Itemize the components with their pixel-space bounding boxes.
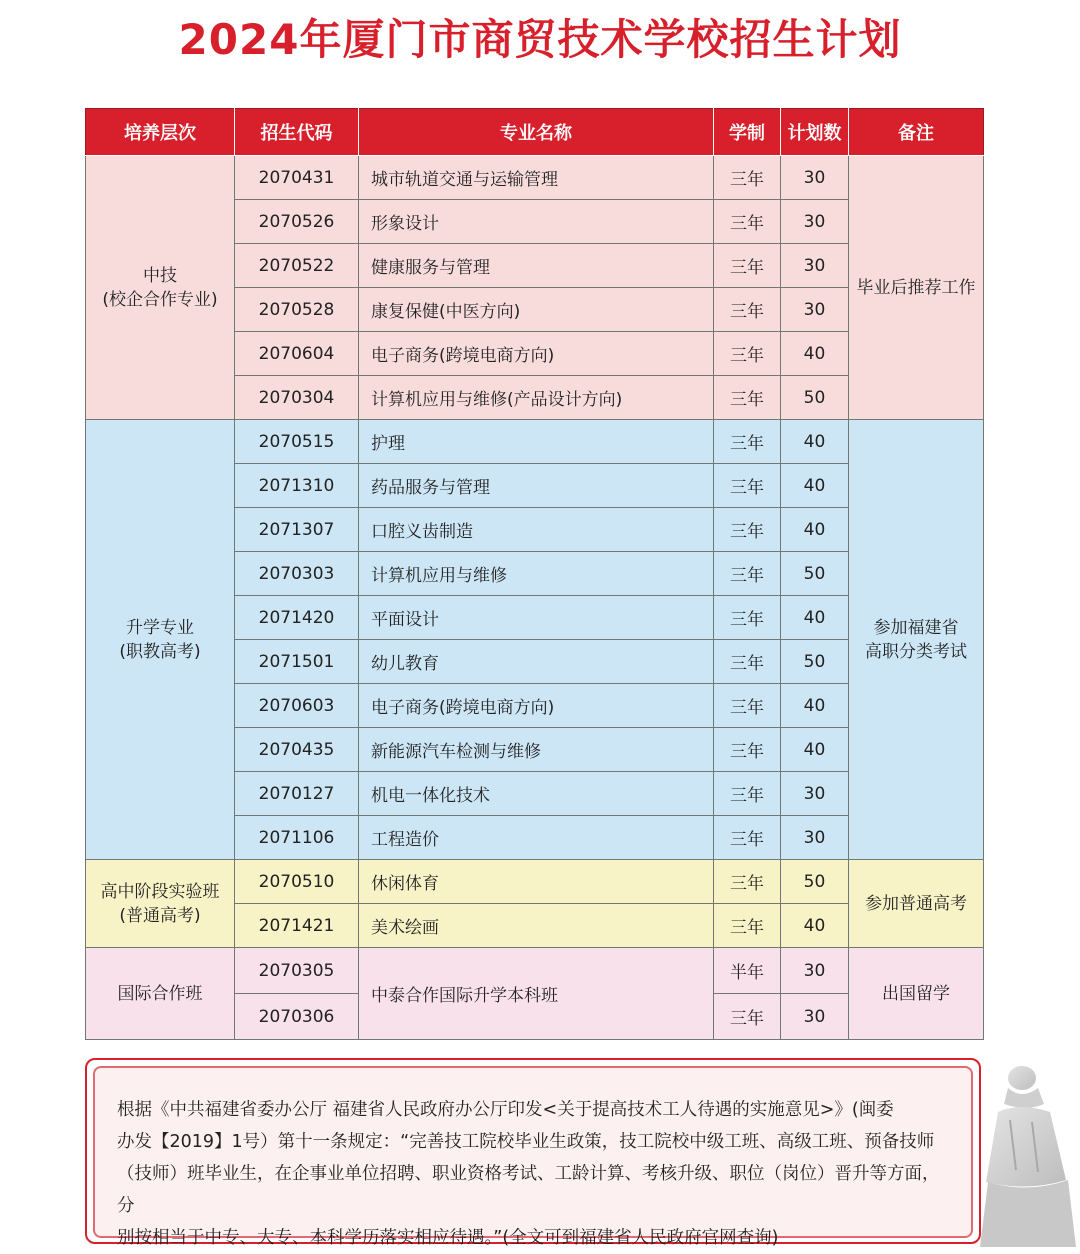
count-cell: 30 [781,994,849,1040]
code-cell: 2070306 [235,994,359,1040]
code-cell: 2071420 [235,596,359,640]
duration-cell: 半年 [714,948,781,994]
code-cell: 2070431 [235,156,359,200]
enrollment-plan-table [85,108,984,1040]
code-cell: 2071501 [235,640,359,684]
code-cell: 2071310 [235,464,359,508]
level-label: 中技 [143,265,177,286]
code-cell: 2070435 [235,728,359,772]
duration-cell: 三年 [714,552,781,596]
duration-cell: 三年 [714,904,781,948]
code-cell: 2071307 [235,508,359,552]
major-name-cell: 城市轨道交通与运输管理 [359,156,714,200]
duration-cell: 三年 [714,772,781,816]
major-name-cell: 中泰合作国际升学本科班 [359,948,714,1040]
count-cell: 50 [781,376,849,420]
code-cell: 2070127 [235,772,359,816]
notice-line: 别按相当于中专、大专、本科学历落实相应待遇。”(全文可到福建省人民政府官网查询) [117,1228,779,1248]
major-name-cell: 幼儿教育 [359,640,714,684]
major-name-cell: 休闲体育 [359,860,714,904]
major-name-cell: 康复保健(中医方向) [359,288,714,332]
code-cell: 2070515 [235,420,359,464]
major-name-cell: 工程造价 [359,816,714,860]
count-cell: 30 [781,156,849,200]
note-cell [849,156,984,420]
note-cell [849,420,984,860]
table-header-row [86,109,984,156]
major-name-cell: 电子商务(跨境电商方向) [359,684,714,728]
code-cell: 2070526 [235,200,359,244]
count-cell: 40 [781,508,849,552]
count-cell: 40 [781,904,849,948]
note-sublabel: 高职分类考试 [865,641,967,662]
duration-cell: 三年 [714,420,781,464]
level-cell [86,860,235,948]
duration-cell: 三年 [714,728,781,772]
count-cell: 40 [781,332,849,376]
header-count: 计划数 [781,109,849,156]
duration-cell: 三年 [714,464,781,508]
count-cell: 40 [781,464,849,508]
count-cell: 30 [781,200,849,244]
level-sublabel: (校企合作专业) [102,289,218,310]
level-label: 升学专业 [126,617,194,638]
code-cell: 2071421 [235,904,359,948]
duration-cell: 三年 [714,508,781,552]
count-cell: 40 [781,684,849,728]
duration-cell: 三年 [714,376,781,420]
count-cell: 30 [781,244,849,288]
count-cell: 30 [781,816,849,860]
code-cell: 2070303 [235,552,359,596]
table-row [86,948,984,994]
notice-line: （技师）班毕业生，在企事业单位招聘、职业资格考试、工龄计算、考核升级、职位（岗位）晋升等方面，分 [117,1164,940,1216]
major-name-cell: 口腔义齿制造 [359,508,714,552]
duration-cell: 三年 [714,994,781,1040]
header-code: 招生代码 [235,109,359,156]
code-cell: 2070304 [235,376,359,420]
duration-cell: 三年 [714,200,781,244]
count-cell: 40 [781,596,849,640]
duration-cell: 三年 [714,288,781,332]
duration-cell: 三年 [714,156,781,200]
header-level: 培养层次 [86,109,235,156]
count-cell: 50 [781,552,849,596]
major-name-cell: 美术绘画 [359,904,714,948]
note-label: 出国留学 [882,983,950,1004]
header-note: 备注 [849,109,984,156]
policy-notice-text [93,1066,973,1248]
table-body [86,156,984,1040]
major-name-cell: 机电一体化技术 [359,772,714,816]
notice-line: 办发【2019】1号）第十一条规定：“完善技工院校毕业生政策，技工院校中级工班、高级工班、预备技师 [117,1132,935,1152]
count-cell: 30 [781,772,849,816]
code-cell: 2070305 [235,948,359,994]
major-name-cell: 健康服务与管理 [359,244,714,288]
major-name-cell: 计算机应用与维修(产品设计方向) [359,376,714,420]
count-cell: 50 [781,860,849,904]
major-name-cell: 电子商务(跨境电商方向) [359,332,714,376]
note-label: 参加福建省 [873,617,959,638]
header-duration: 学制 [714,109,781,156]
major-name-cell: 护理 [359,420,714,464]
level-sublabel: (普通高考) [119,905,201,926]
note-cell [849,860,984,948]
note-label: 参加普通高考 [865,893,967,914]
level-label: 国际合作班 [117,983,203,1004]
level-sublabel: (职教高考) [119,641,201,662]
major-name-cell: 计算机应用与维修 [359,552,714,596]
count-cell: 30 [781,948,849,994]
code-cell: 2070510 [235,860,359,904]
major-name-cell: 平面设计 [359,596,714,640]
code-cell: 2070603 [235,684,359,728]
count-cell: 40 [781,420,849,464]
header-name: 专业名称 [359,109,714,156]
notice-line: 根据《中共福建省委办公厅 福建省人民政府办公厅印发<关于提高技术工人待遇的实施意见>》(闽委 [117,1100,894,1120]
level-label: 高中阶段实验班 [100,881,220,902]
note-label: 毕业后推荐工作 [856,277,976,298]
duration-cell: 三年 [714,684,781,728]
duration-cell: 三年 [714,816,781,860]
table-row [86,860,984,904]
count-cell: 50 [781,640,849,684]
count-cell: 40 [781,728,849,772]
page-title: 2024年厦门市商贸技术学校招生计划 [178,15,902,64]
note-cell [849,948,984,1040]
level-cell [86,156,235,420]
table-row [86,420,984,464]
code-cell: 2071106 [235,816,359,860]
major-name-cell: 形象设计 [359,200,714,244]
major-name-cell: 新能源汽车检测与维修 [359,728,714,772]
duration-cell: 三年 [714,860,781,904]
major-name-cell: 药品服务与管理 [359,464,714,508]
level-cell [86,420,235,860]
duration-cell: 三年 [714,332,781,376]
duration-cell: 三年 [714,596,781,640]
count-cell: 30 [781,288,849,332]
table-row [86,156,984,200]
code-cell: 2070522 [235,244,359,288]
level-cell [86,948,235,1040]
policy-notice [85,1058,981,1248]
duration-cell: 三年 [714,244,781,288]
statue-illustration [980,1060,1080,1247]
code-cell: 2070604 [235,332,359,376]
code-cell: 2070528 [235,288,359,332]
duration-cell: 三年 [714,640,781,684]
